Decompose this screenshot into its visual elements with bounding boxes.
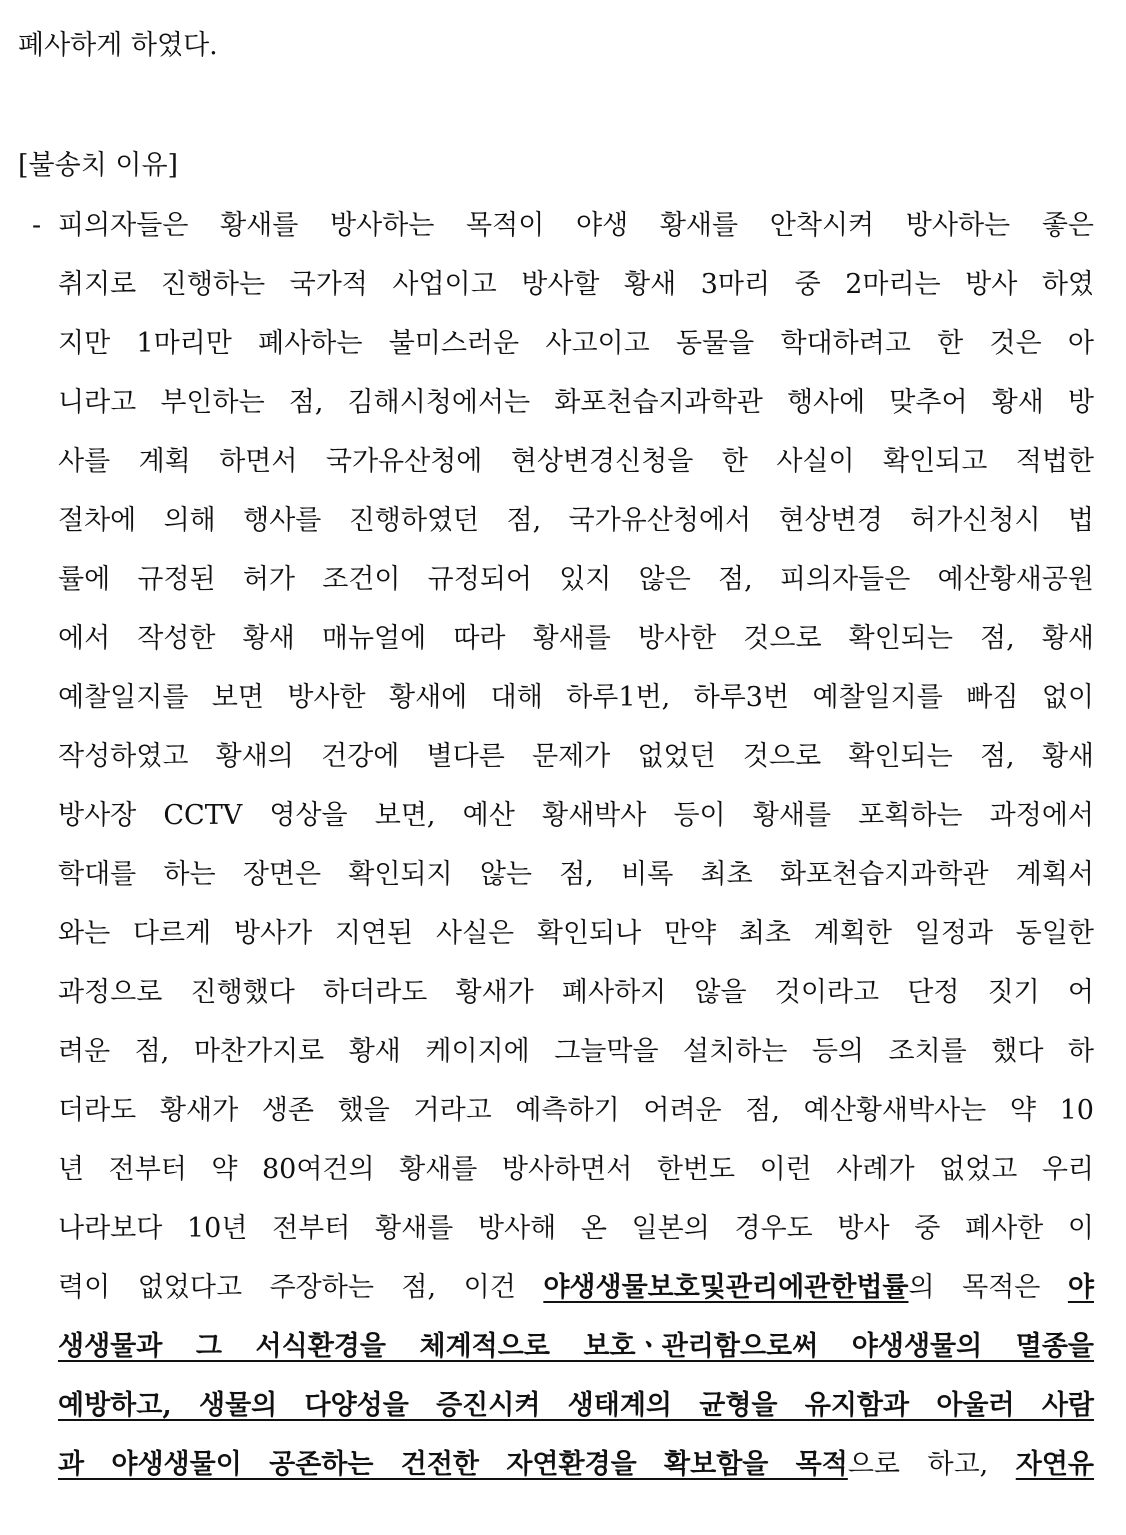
- section-heading: [불송치 이유]: [18, 150, 179, 181]
- paragraph-line: 피의자들은 황새를 방사하는 목적이 야생 황새를 안착시켜 방사하는 좋은: [58, 210, 1094, 241]
- paragraph-line: 나라보다 10년 전부터 황새를 방사해 온 일본의 경우도 방사 중 폐사한 이: [58, 1213, 1094, 1244]
- purpose-end-tail: 으로 하고,: [847, 1449, 1016, 1480]
- paragraph-line: 지만 1마리만 폐사하는 불미스러운 사고이고 동물을 학대하려고 한 것은 아: [58, 328, 1094, 359]
- paragraph-line: 학대를 하는 장면은 확인되지 않는 점, 비록 최초 화포천습지과학관 계획서: [58, 859, 1094, 890]
- bullet-marker: -: [32, 210, 42, 241]
- law-name: 야생생물보호및관리에관한법률: [543, 1272, 909, 1303]
- paragraph-line-law: [58, 1268, 1094, 1308]
- paragraph-line-purpose-end: [58, 1445, 1094, 1485]
- next-law-start: 자연유: [1015, 1449, 1094, 1480]
- paragraph-line: 률에 규정된 허가 조건이 규정되어 있지 않은 점, 피의자들은 예산황새공원: [58, 564, 1094, 595]
- top-line: 폐사하게 하였다.: [18, 30, 218, 61]
- paragraph-line: 니라고 부인하는 점, 김해시청에서는 화포천습지과학관 행사에 맞추어 황새 방: [58, 387, 1094, 418]
- paragraph-line: 방사장 CCTV 영상을 보면, 예산 황새박사 등이 황새를 포획하는 과정에서: [58, 800, 1094, 831]
- paragraph-line: 와는 다르게 방사가 지연된 사실은 확인되나 만약 최초 계획한 일정과 동일한: [58, 918, 1094, 949]
- paragraph-line: 취지로 진행하는 국가적 사업이고 방사할 황새 3마리 중 2마리는 방사 하였: [58, 269, 1094, 300]
- law-line-lead: 력이 없었다고 주장하는 점, 이건: [58, 1272, 544, 1303]
- paragraph-line: 려운 점, 마찬가지로 황새 케이지에 그늘막을 설치하는 등의 조치를 했다 하: [58, 1036, 1094, 1067]
- paragraph-line: 년 전부터 약 80여건의 황새를 방사하면서 한번도 이런 사례가 없었고 우리: [58, 1154, 1094, 1185]
- law-purpose-line: 생생물과 그 서식환경을 체계적으로 보호ㆍ관리함으로써 야생생물의 멸종을: [58, 1331, 1094, 1362]
- law-purpose-end: 과 야생생물이 공존하는 건전한 자연환경을 확보함을 목적: [58, 1449, 848, 1480]
- law-purpose-start: 야: [1067, 1272, 1094, 1303]
- paragraph-line: 작성하였고 황새의 건강에 별다른 문제가 없었던 것으로 확인되는 점, 황새: [58, 741, 1094, 772]
- paragraph-line: 예찰일지를 보면 방사한 황새에 대해 하루1번, 하루3번 예찰일지를 빠짐 없이: [58, 682, 1094, 713]
- law-purpose-line: 예방하고, 생물의 다양성을 증진시켜 생태계의 균형을 유지함과 아울러 사람: [58, 1390, 1094, 1421]
- paragraph-line: 과정으로 진행했다 하더라도 황새가 폐사하지 않을 것이라고 단정 짓기 어: [58, 977, 1094, 1008]
- law-line-mid: 의 목적은: [908, 1272, 1068, 1303]
- paragraph-line: 절차에 의해 행사를 진행하였던 점, 국가유산청에서 현상변경 허가신청시 법: [58, 505, 1094, 536]
- paragraph-line: 더라도 황새가 생존 했을 거라고 예측하기 어려운 점, 예산황새박사는 약 10: [58, 1095, 1094, 1126]
- paragraph-line: 사를 계획 하면서 국가유산청에 현상변경신청을 한 사실이 확인되고 적법한: [58, 446, 1094, 477]
- paragraph-line: 에서 작성한 황새 매뉴얼에 따라 황새를 방사한 것으로 확인되는 점, 황새: [58, 623, 1094, 654]
